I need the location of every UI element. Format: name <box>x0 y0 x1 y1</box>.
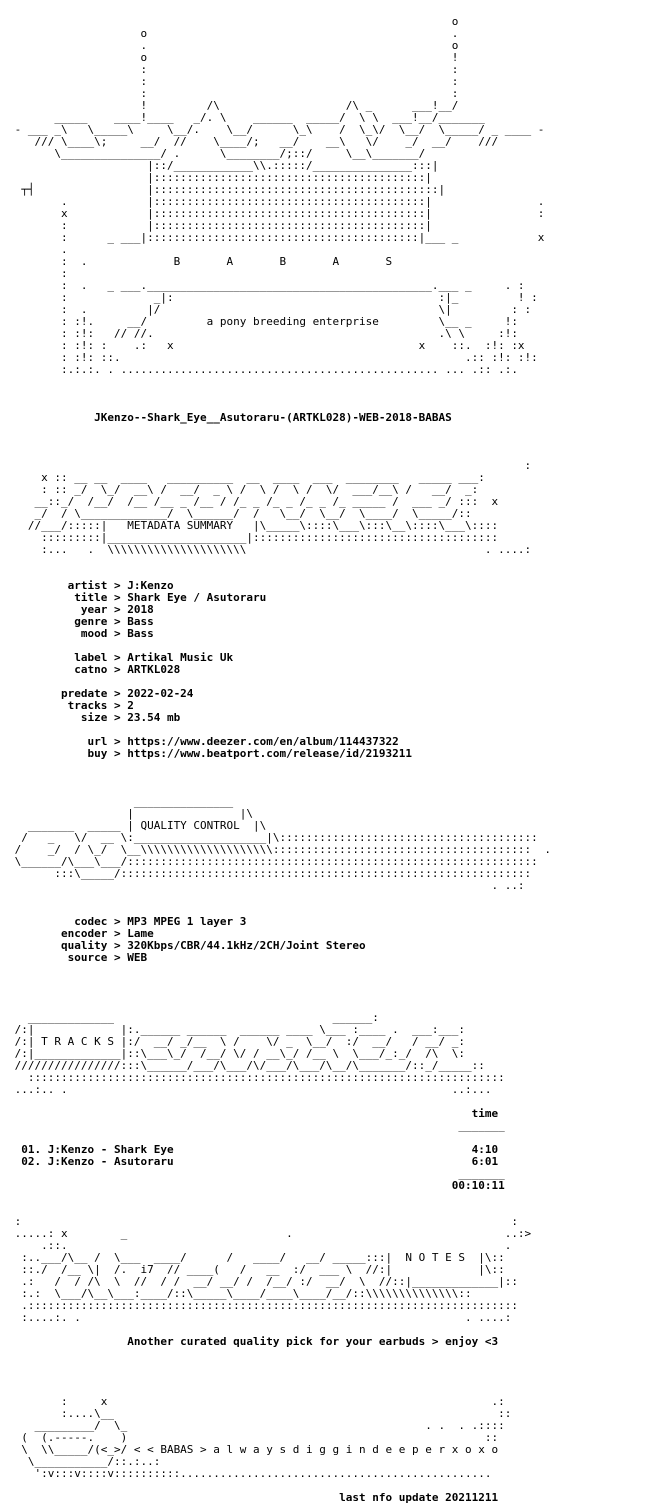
nfo-line <box>8 388 640 400</box>
nfo-line: :.: \___/\__\___:____/::\_____\____/____\____/__/::\\\\\\\\\\\\\\:: <box>8 1287 472 1300</box>
nfo-line: . |:::::::::::::::::::::::::::::::::::::::::| . <box>8 195 545 208</box>
nfo-line: . <box>8 243 68 256</box>
nfo-line: o ! <box>8 51 459 64</box>
nfo-line: :....\__ :: <box>8 1407 512 1420</box>
nfo-line: . o <box>8 39 459 52</box>
nfo-line: :::::::::|_____________________|::::::::::::::::::::::::::::::::::::: <box>8 531 499 544</box>
nfo-line: : . B A B A S <box>8 255 393 268</box>
nfo-line: encoder > Lame <box>8 927 154 940</box>
nfo-line <box>8 376 640 388</box>
nfo-line: genre > Bass <box>8 615 154 628</box>
nfo-line: 00:10:11 <box>8 1179 505 1192</box>
nfo-line: title > Shark Eye / Asutoraru <box>8 591 267 604</box>
nfo-line: : _|: :|_ ! : <box>8 291 538 304</box>
nfo-line <box>8 1360 640 1372</box>
nfo-line: . ..: <box>8 879 525 892</box>
nfo-line: : . |/ \| : : <box>8 303 532 316</box>
nfo-line: _____ ____!____ _/. \ ______ _____/ \ \ ___!__/_______ <box>8 111 485 124</box>
nfo-line: _________/ \_ . . . .:::: <box>8 1419 505 1432</box>
nfo-line: : <box>8 459 532 472</box>
nfo-line <box>8 556 640 568</box>
nfo-line: : : <box>8 63 459 76</box>
nfo-line: : _ ___|:::::::::::::::::::::::::::::::::::::::::|___ _ x <box>8 231 545 244</box>
nfo-line: url > https://www.deezer.com/en/album/114437322 <box>8 735 399 748</box>
nfo-line: o <box>8 15 459 28</box>
nfo-line: /// \____\; __/ // \____/; __/ __\ \/ _/ __/ /// <box>8 135 499 148</box>
nfo-line: : :!: : .: x x ::. :!: :x <box>8 339 525 352</box>
nfo-line: ( (.-----. ) :: <box>8 1431 499 1444</box>
nfo-line: : : <box>8 87 459 100</box>
nfo-line <box>8 436 640 448</box>
nfo-line: label > Artikal Music Uk <box>8 651 234 664</box>
nfo-line: :::\_____/:::::::::::::::::::::::::::::::::::::::::::::::::::::::::::::: <box>8 867 532 880</box>
nfo-line: _____________ ______: <box>8 1011 379 1024</box>
nfo-line: mood > Bass <box>8 627 154 640</box>
nfo-line: time <box>8 1107 499 1120</box>
nfo-line: : : <box>8 75 459 88</box>
nfo-line: : :!. __/ a pony breeding enterprise \__ _ !: <box>8 315 518 328</box>
nfo-line: :.:.:. . ................................................ ... .:: .:. <box>8 363 518 376</box>
nfo-line: ...:.. . ..:... <box>8 1083 492 1096</box>
nfo-line: source > WEB <box>8 951 148 964</box>
nfo-line: /:| T R A C K S |:/ __/ _/__ \ / \/ _ \__/ :/ __/ / __/ _: <box>8 1035 465 1048</box>
nfo-line: :..___/\__ / \___ ____/ / ____/ __/ _____:::| N O T E S |\:: <box>8 1251 505 1264</box>
nfo-line <box>8 976 640 988</box>
nfo-line <box>8 1192 640 1204</box>
nfo-line: : <box>8 267 68 280</box>
nfo-line: _______ _____ | QUALITY CONTROL |\ <box>8 819 267 832</box>
nfo-line: \___________/::.:..: <box>8 1455 161 1468</box>
nfo-line: JKenzo--Shark_Eye__Asutoraru-(ARTKL028)-WEB-2018-BABAS <box>8 411 452 424</box>
nfo-line: : :!: // //. .\ \ :!: <box>8 327 518 340</box>
nfo-line: ::./ /__ \| /. i7 // ____( / __ :/ ___ \ //:| |\:: <box>8 1263 505 1276</box>
nfo-line <box>8 964 640 976</box>
nfo-line: __::_/ /__/ /__ /__ _ /__ / /_ _ /_ _ /_ _ /_ _____ / ___ _/ ::: x <box>8 495 499 508</box>
nfo-line: buy > https://www.beatport.com/release/id/2193211 <box>8 747 412 760</box>
nfo-line: ! /\ /\ _ ___!__/ <box>8 99 459 112</box>
nfo-text-block <box>8 4 640 1504</box>
nfo-line: ┬┤ |:::::::::::::::::::::::::::::::::::::::::::| <box>8 183 446 196</box>
nfo-line: ':v:::v::::v::::::::::............................................... <box>8 1467 492 1480</box>
nfo-line: //___/:::::| METADATA SUMMARY |\_____\::::\___\:::\__\::::\___\:::: <box>8 519 499 532</box>
nfo-line <box>8 1348 640 1360</box>
nfo-line: quality > 320Kbps/CBR/44.1kHz/2CH/Joint Stereo <box>8 939 366 952</box>
nfo-line: x |:::::::::::::::::::::::::::::::::::::::::| : <box>8 207 545 220</box>
nfo-line: : |:::::::::::::::::::::::::::::::::::::::::| <box>8 219 432 232</box>
nfo-line: :... . \\\\\\\\\\\\\\\\\\\\\ . ....: <box>8 543 532 556</box>
nfo-line: / _ \/ __ \:____________________|\::::::::::::::::::::::::::::::::::::::: <box>8 831 538 844</box>
nfo-line: - ___ _\ \_____\ \__/. \__/ \_\ / \_\/ \__/ \_____/ _ ____ - <box>8 123 545 136</box>
nfo-line: /:|_____________|::\___\_/ /__/ \/ / __\_/ /__ \ \___/_:_/ /\ \: <box>8 1047 465 1060</box>
nfo-line: size > 23.54 mb <box>8 711 181 724</box>
nfo-line: _______ <box>8 1119 505 1132</box>
nfo-line: : : <box>8 1215 518 1228</box>
nfo-line: 01. J:Kenzo - Shark Eye 4:10 <box>8 1143 499 1156</box>
nfo-line: \_______________/ . \________/;::/ \__\_______/ <box>8 147 426 160</box>
nfo-line: tracks > 2 <box>8 699 134 712</box>
nfo-line: _/ / \_____________/ \______/ / \__/ \__/ \____/ \_____/:: <box>8 507 472 520</box>
nfo-line: |:::::::::::::::::::::::::::::::::::::::::| <box>8 171 432 184</box>
nfo-line: : :: _/ \_/ __\ / __/ _ \ / \ / \ / \/ ___/__\ / __/ _: <box>8 483 479 496</box>
nfo-line: catno > ARTKL028 <box>8 663 181 676</box>
nfo-line: : . _ ___.___________________________________________.___ _ . : <box>8 279 525 292</box>
nfo-line: / _/ / \_/ \__\\\\\\\\\\\\\\\\\\\\::::::::::::::::::::::::::::::::::::::: . <box>8 843 552 856</box>
nfo-line <box>8 424 640 436</box>
nfo-line: | |\ <box>8 807 254 820</box>
nfo-line: .....: x _ . ..:> <box>8 1227 532 1240</box>
nfo-line: year > 2018 <box>8 603 154 616</box>
nfo-line: Another curated quality pick for your earbuds > enjoy <3 <box>8 1335 499 1348</box>
nfo-line: 02. J:Kenzo - Asutoraru 6:01 <box>8 1155 499 1168</box>
nfo-line: .: / / /\ \ // / / __/ __/ / /__/ :/ __/ \ //::|_____________|:: <box>8 1275 518 1288</box>
nfo-line: : :!: ::. .:: :!: :!: <box>8 351 538 364</box>
nfo-line: :....:. . . ....: <box>8 1311 512 1324</box>
nfo-line: o . <box>8 27 459 40</box>
nfo-line: predate > 2022-02-24 <box>8 687 194 700</box>
nfo-line: \ \\_____/(<_>/ < < BABAS > a l w a y s d i g g i n d e e p e r x o x o <box>8 1443 499 1456</box>
nfo-line: :::::::::::::::::::::::::::::::::::::::::::::::::::::::::::::::::::::::: <box>8 1071 505 1084</box>
nfo-line: artist > J:Kenzo <box>8 579 174 592</box>
nfo-line: _______ <box>8 1167 505 1180</box>
nfo-line: last nfo update 20211211 <box>8 1491 499 1504</box>
nfo-line: : x .: <box>8 1395 505 1408</box>
nfo-line: /:| |:.______ ______ ______ ____ \___ :____ . ___:___: <box>8 1023 465 1036</box>
nfo-line <box>8 1372 640 1384</box>
nfo-line <box>8 892 640 904</box>
nfo-line <box>8 760 640 772</box>
nfo-line: codec > MP3 MPEG 1 layer 3 <box>8 915 247 928</box>
nfo-line: .:::::::::::::::::::::::::::::::::::::::::::::::::::::::::::::::::::::::::: <box>8 1299 518 1312</box>
nfo-line: _______________ <box>8 795 234 808</box>
nfo-line: ////////////////:::\______/___/\___/\/___/\___/\__/\_______/::_/_____:: <box>8 1059 485 1072</box>
nfo-line: |::/____________\\.:::::/_______________:::| <box>8 159 439 172</box>
nfo-line: .::. . <box>8 1239 512 1252</box>
nfo-line <box>8 988 640 1000</box>
nfo-line <box>8 772 640 784</box>
nfo-line: \______/\___\___/:::::::::::::::::::::::::::::::::::::::::::::::::::::::::::::: <box>8 855 538 868</box>
nfo-line: x :: __ __ ____ __________ __ ____ ___ ________ _____ ___: <box>8 471 485 484</box>
